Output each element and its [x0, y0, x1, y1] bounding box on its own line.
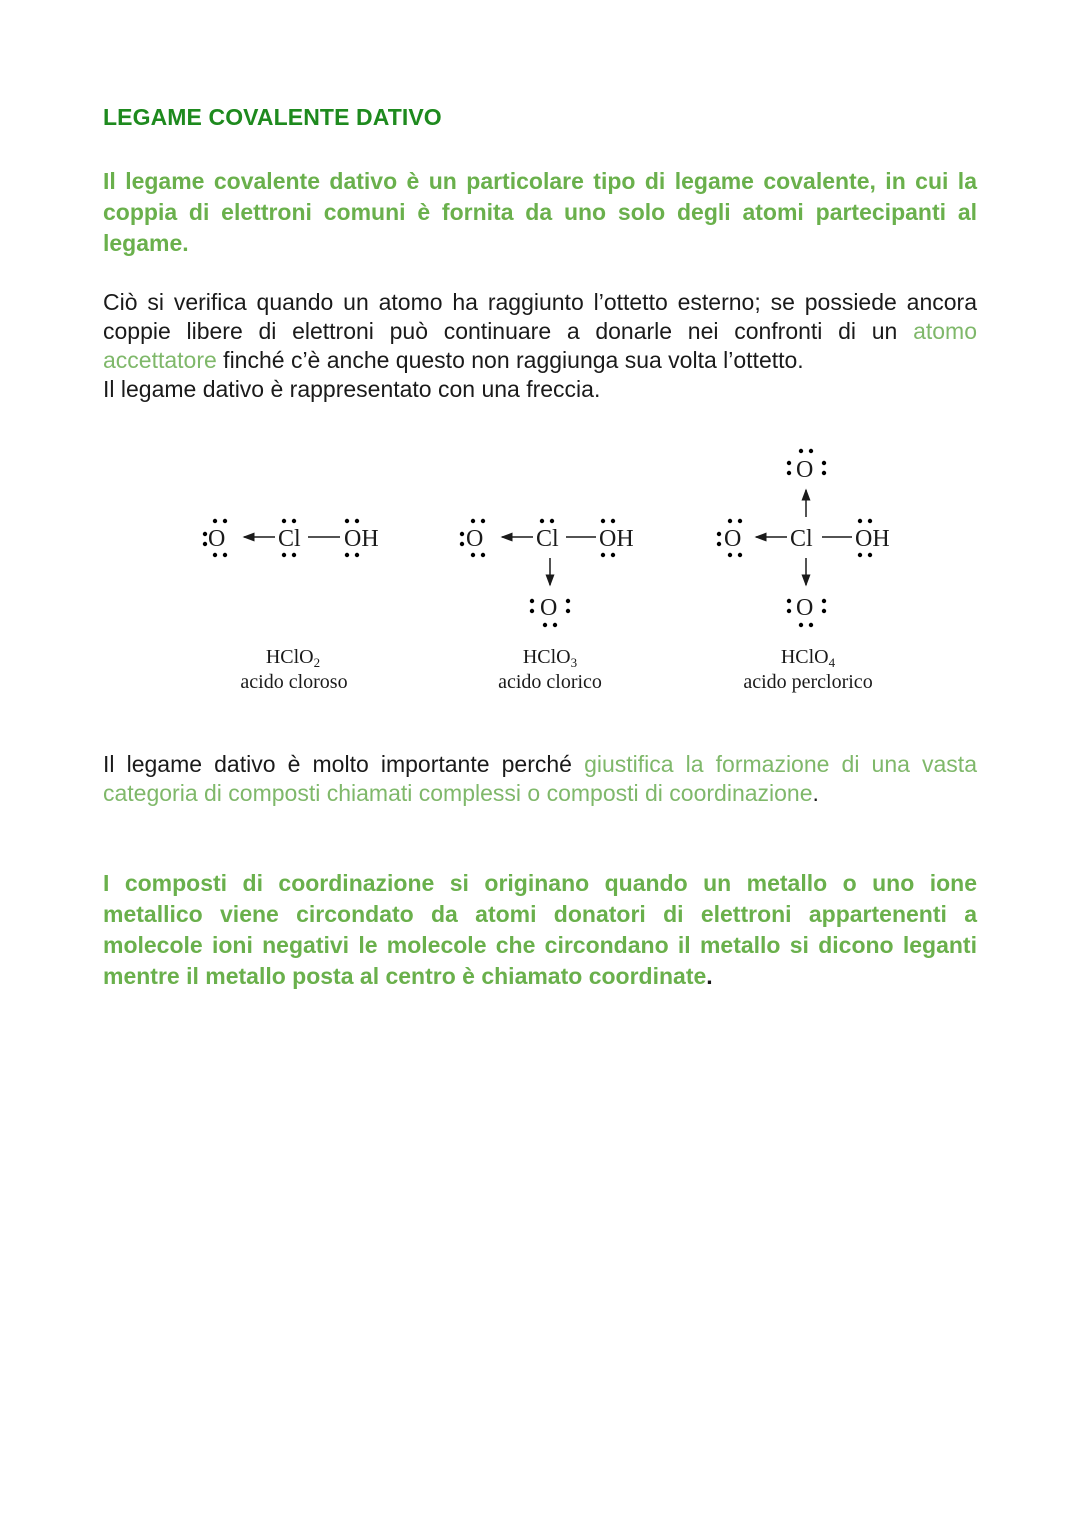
- cl-atom: [536, 519, 559, 552]
- o-left-atom: [460, 519, 485, 557]
- importance-paragraph: [103, 750, 977, 808]
- o-bottom-atom: [787, 595, 826, 627]
- svg-text:O: O: [796, 595, 814, 621]
- svg-text:O: O: [724, 526, 742, 552]
- svg-text:O: O: [796, 457, 814, 483]
- name-hclo2: acido cloroso: [240, 671, 348, 693]
- importance-text-2: .: [812, 780, 819, 806]
- molecule-hclo4: [717, 449, 890, 693]
- o-top-atom: [787, 449, 826, 483]
- acceptor-atom-highlight: atomo accettatore: [103, 318, 977, 373]
- o-left-atom: [717, 519, 742, 557]
- cl-atom: [278, 519, 301, 557]
- explanation-paragraph: [103, 288, 977, 404]
- arrow-representation-line: Il legame dativo è rappresentato con una freccia.: [103, 376, 601, 402]
- name-hclo3: acido clorico: [498, 671, 602, 693]
- molecule-hclo2: [203, 519, 379, 693]
- svg-text:Cl: Cl: [278, 526, 301, 552]
- coordination-paragraph: [103, 868, 977, 992]
- explanation-text-2: finché c’è anche questo non raggiunga sua volta l’ottetto.: [216, 347, 804, 373]
- svg-text:OH: OH: [344, 526, 379, 552]
- oh-group: [855, 519, 890, 557]
- coordination-period: .: [706, 963, 713, 989]
- oh-group: [599, 519, 634, 557]
- o-bottom-atom: [530, 595, 570, 627]
- importance-text-1: Il legame dativo è molto importante perché: [103, 751, 585, 777]
- o-left-atom: [203, 519, 227, 557]
- formula-hclo4: HClO$_4$: [780, 646, 836, 670]
- oh-group: [344, 519, 379, 557]
- svg-text:OH: OH: [855, 526, 890, 552]
- formula-hclo2: HClO$_2$: [265, 646, 321, 670]
- importance-highlight: giustifica la formazione di una vasta categoria di composti chiamati complessi o composti di coordinazione: [103, 751, 977, 806]
- name-hclo4: acido perclorico: [743, 671, 873, 693]
- coordination-text: I composti di coordinazione si originano quando un metallo o uno ione metallico viene circondato da atomi donatori di elettroni appartenenti a molecole ioni negativi le molecole che circondano il metallo si dicono leganti mentre il metallo posta al centro è chiamato coordinate: [103, 870, 977, 989]
- cl-atom: Cl: [790, 526, 813, 552]
- svg-text:O: O: [208, 526, 226, 552]
- molecule-hclo3: [460, 519, 634, 693]
- svg-text:O: O: [540, 595, 558, 621]
- definition-paragraph: Il legame covalente dativo è un particolare tipo di legame covalente, in cui la coppia di elettroni comuni è fornita da uno solo degli atomi partecipanti al legame.: [103, 168, 977, 256]
- svg-text:O: O: [466, 526, 484, 552]
- svg-text:Cl: Cl: [536, 526, 559, 552]
- explanation-text-1: Ciò si verifica quando un atomo ha raggiunto l’ottetto esterno; se possiede ancora coppie libere di elettroni può continuare a donarle nei confronti di un: [103, 289, 977, 344]
- svg-text:OH: OH: [599, 526, 634, 552]
- page-title: LEGAME COVALENTE DATIVO: [103, 104, 442, 130]
- formula-hclo3: HClO$_3$: [522, 646, 578, 670]
